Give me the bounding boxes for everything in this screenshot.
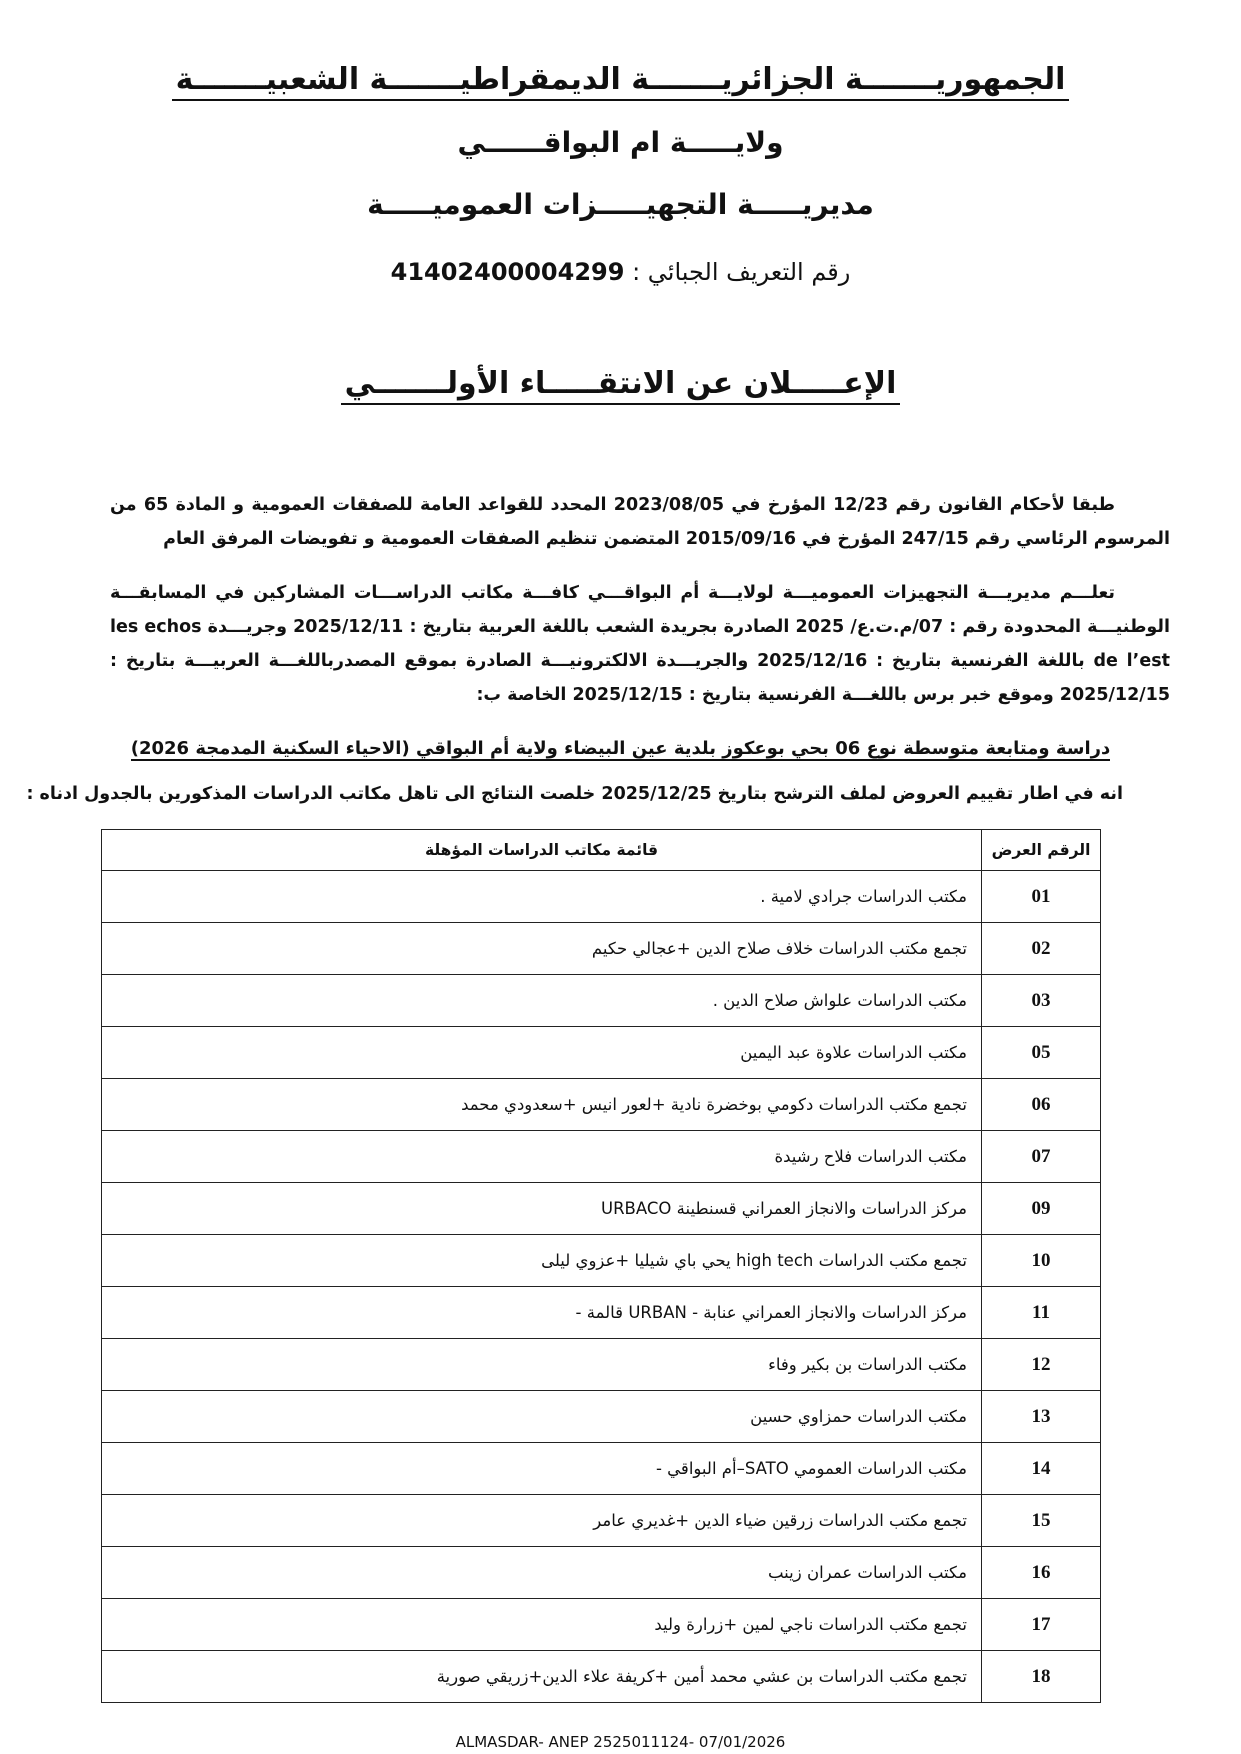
office-name: تجمع مكتب الدراسات خلاف صلاح الدين +عجالي حكيم <box>102 923 982 975</box>
notice-paragraph: تعلـــم مديريـــة التجهيزات العموميـــة لولايـــة أم البواقـــي كافـــة مكاتب الدراســـات المشاركين في المسابقـــة الوطنيـــة المحدودة رقم : 07/م.ت.ع/ 2025 الصادرة بجريدة الشعب باللغة العربية بتاريخ : 2025/12/11 وجريـــدة les echos de l’est باللغة الفرنسية بتاريخ : 2025/12/16 والجريـــدة الالكترونيـــة الصادرة بموقع المصدرباللغـــة العربيـــة بتاريخ : 2025/12/15 وموقع خبر برس باللغـــة الفرنسية بتاريخ : 2025/12/15 الخاصة ب: <box>110 583 1170 705</box>
table-row <box>102 1027 1101 1079</box>
office-name: مكتب الدراسات فلاح رشيدة <box>102 1131 982 1183</box>
offer-number: 13 <box>982 1391 1101 1443</box>
office-name: تجمع مكتب الدراسات ناجي لمين +زرارة وليد <box>102 1599 982 1651</box>
table-row <box>102 1183 1101 1235</box>
table-row <box>102 1391 1101 1443</box>
tax-id <box>0 258 1241 286</box>
offer-number: 05 <box>982 1027 1101 1079</box>
office-name: تجمع مكتب الدراسات دكومي بوخضرة نادية +لعور انيس +سعدودي محمد <box>102 1079 982 1131</box>
offer-number: 10 <box>982 1235 1101 1287</box>
office-name: مكتب الدراسات عمران زينب <box>102 1547 982 1599</box>
qualified-offices-table <box>101 829 1101 1703</box>
table-row <box>102 1235 1101 1287</box>
office-name: مركز الدراسات والانجاز العمراني قسنطينة URBACO <box>102 1183 982 1235</box>
table-row <box>102 1443 1101 1495</box>
office-name: مكتب الدراسات علواش صلاح الدين . <box>102 975 982 1027</box>
offer-number: 15 <box>982 1495 1101 1547</box>
office-name: مكتب الدراسات بن بكير وفاء <box>102 1339 982 1391</box>
table-row <box>102 923 1101 975</box>
tax-id-value: 41402400004299 <box>390 258 625 286</box>
office-name: مكتب الدراسات حمزاوي حسين <box>102 1391 982 1443</box>
office-name: مكتب الدراسات علاوة عبد اليمين <box>102 1027 982 1079</box>
office-name: تجمع مكتب الدراسات زرقين ضياء الدين +غديري عامر <box>102 1495 982 1547</box>
directorate-heading: مديريـــــة التجهيـــــزات العموميـــــة <box>367 188 874 221</box>
offer-number: 03 <box>982 975 1101 1027</box>
table-row <box>102 1079 1101 1131</box>
table-row <box>102 1599 1101 1651</box>
offer-number: 07 <box>982 1131 1101 1183</box>
table-row <box>102 1339 1101 1391</box>
header-office-list: قائمة مكاتب الدراسات المؤهلة <box>102 830 982 871</box>
office-name: مكتب الدراسات جرادي لامية . <box>102 871 982 923</box>
announcement-title: الإعـــــلان عن الانتقـــــاء الأولـــــــي <box>0 366 1241 405</box>
offer-number: 11 <box>982 1287 1101 1339</box>
table-row <box>102 871 1101 923</box>
offer-number: 17 <box>982 1599 1101 1651</box>
table-row <box>102 1287 1101 1339</box>
table-row <box>102 1547 1101 1599</box>
office-name: مركز الدراسات والانجاز العمراني عنابة - URBAN قالمة - <box>102 1287 982 1339</box>
header-offer-number: الرقم العرض <box>982 830 1101 871</box>
table-row <box>102 1131 1101 1183</box>
footer-reference: ALMASDAR- ANEP 2525011124- 07/01/2026 <box>455 1733 786 1751</box>
offer-number: 18 <box>982 1651 1101 1703</box>
office-name: مكتب الدراسات العمومي SATO–أم البواقي - <box>102 1443 982 1495</box>
table-header-row <box>102 830 1101 871</box>
republic-heading: الجمهوريـــــــة الجزائريـــــــة الديمقراطيـــــــة الشعبيـــــــة <box>0 62 1241 101</box>
office-name: تجمع مكتب الدراسات بن عشي محمد أمين +كريفة علاء الدين+زريقي صورية <box>102 1651 982 1703</box>
results-intro: انه في اطار تقييم العروض لملف الترشح بتاريخ 2025/12/25 خلصت النتائج الى تاهل مكاتب الدراسات المذكورين بالجدول ادناه : <box>26 784 1123 804</box>
offer-number: 16 <box>982 1547 1101 1599</box>
wilaya-heading: ولايـــــة ام البواقــــــي <box>457 126 784 159</box>
offer-number: 01 <box>982 871 1101 923</box>
offer-number: 14 <box>982 1443 1101 1495</box>
table-row <box>102 1495 1101 1547</box>
office-name: تجمع مكتب الدراسات high tech يحي باي شيليا +عزوي ليلى <box>102 1235 982 1287</box>
table-row <box>102 975 1101 1027</box>
offer-number: 02 <box>982 923 1101 975</box>
project-title: دراسة ومتابعة متوسطة نوع 06 بحي بوعكوز بلدية عين البيضاء ولاية أم البواقي (الاحياء السكنية المدمجة 2026) <box>130 738 1111 759</box>
offer-number: 06 <box>982 1079 1101 1131</box>
legal-basis-paragraph: طبقا لأحكام القانون رقم 12/23 المؤرخ في 2023/08/05 المحدد للقواعد العامة للصفقات العمومية و المادة 65 من المرسوم الرئاسي رقم 247/15 المؤرخ في 2015/09/16 المتضمن تنظيم الصفقات العمومية و تفويضات المرفق العام <box>110 495 1170 549</box>
offer-number: 12 <box>982 1339 1101 1391</box>
table-row <box>102 1651 1101 1703</box>
offer-number: 09 <box>982 1183 1101 1235</box>
tax-id-label: رقم التعريف الجبائي : <box>632 258 851 286</box>
